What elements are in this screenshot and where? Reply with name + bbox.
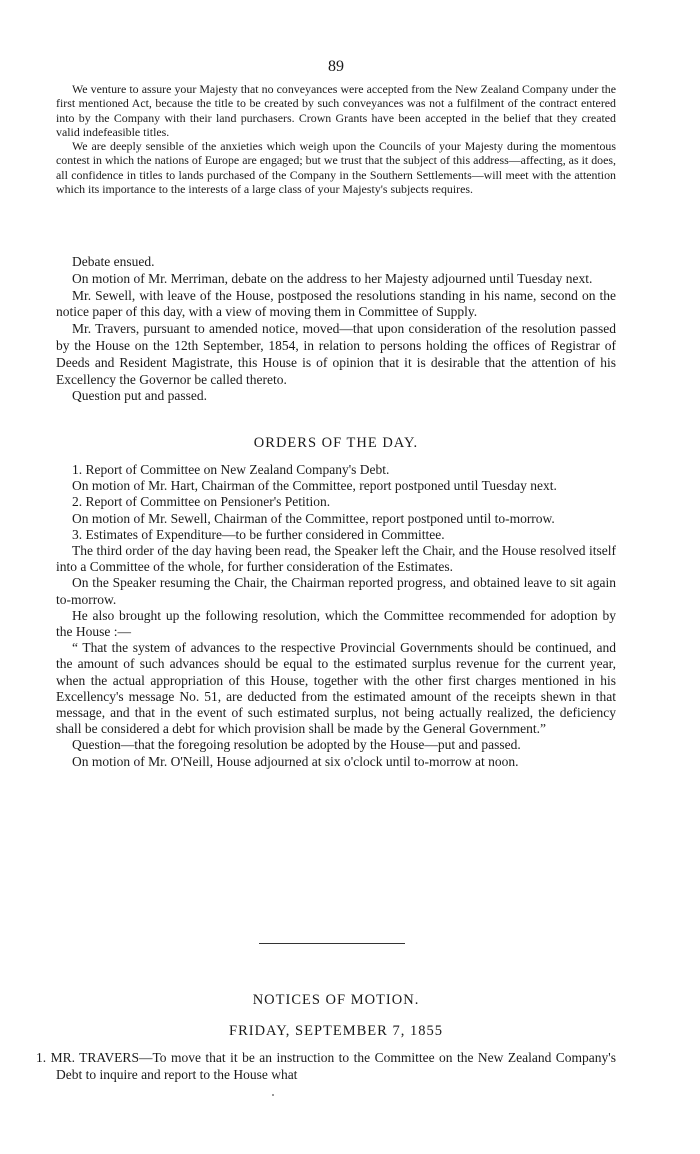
paragraph: Mr. Travers, pursuant to amended notice, moved—that upon consideration of the resolution passed by the House on the 12th September, 1854, in relation to persons holding the offices of Registrar of Deeds and Resident Magistrate, this House is of opinion that it is desirable that the attention of his Excellency the Governor be called thereto.: [56, 321, 616, 387]
paragraph: “ That the system of advances to the respective Provincial Governments should be continued, and the amount of such advances should be equal to the estimated surplus revenue for the current year, when the actual appropriation of this House, together with the other first charges mentioned in his Excellency's message No. 51, are deducted from the estimated amount of the receipts shewn in that message, and that in the event of such estimated surplus, not being actually realized, the deficiency shall be considered a debt for which provision shall be made by the General Government.”: [56, 640, 616, 737]
notices-of-motion-heading: NOTICES OF MOTION.: [252, 992, 420, 1008]
notices-date: FRIDAY, SEPTEMBER 7, 1855: [229, 1023, 443, 1039]
paragraph: On the Speaker resuming the Chair, the Chairman reported progress, and obtained leave to sit again to-morrow.: [56, 575, 616, 607]
address-text: [56, 82, 616, 196]
paragraph: Question—that the foregoing resolution be adopted by the House—put and passed.: [72, 737, 521, 753]
paragraph: On motion of Mr. Merriman, debate on the address to her Majesty adjourned until Tuesday next.: [72, 270, 593, 286]
orders-text: [56, 462, 616, 770]
paragraph: 1. Report of Committee on New Zealand Company's Debt.: [72, 462, 390, 477]
orders-of-the-day-heading: ORDERS OF THE DAY.: [253, 435, 419, 451]
paragraph: Question put and passed.: [72, 388, 207, 404]
paragraph: We are deeply sensible of the anxieties which weigh upon the Councils of your Majesty during the momentous contest in which the nations of Europe are engaged; but we trust that the subject of this address—affecting, as it does, all confidence in titles to lands purchased of the Company in the Southern Settlements—will meet with the attention which its importance to the interests of a large class of your Majesty's subjects requires.: [56, 139, 616, 197]
document-page: [36, 0, 616, 1154]
proceedings-text: [56, 254, 616, 405]
ink-dot: [272, 1094, 274, 1096]
paragraph: We venture to assure your Majesty that no conveyances were accepted from the New Zealand Company under the first mentioned Act, because the title to be created by such conveyances was not a fulfilment of the contract entered into by the Company with their land purchasers. Crown Grants have been accepted in the belief that they created valid indefeasible titles.: [56, 82, 616, 139]
page-number: 89: [328, 58, 344, 75]
paragraph: 2. Report of Committee on Pensioner's Petition.: [72, 494, 331, 510]
section-divider: [259, 943, 405, 944]
paragraph: On motion of Mr. Sewell, Chairman of the Committee, report postponed until to-morrow.: [72, 510, 555, 526]
paragraph: 3. Estimates of Expenditure—to be further considered in Committee.: [72, 526, 445, 542]
paragraph: He also brought up the following resolution, which the Committee recommended for adoption by the House :—: [56, 607, 616, 640]
notice-item: 1. MR. TRAVERS—To move that it be an instruction to the Committee on the New Zealand Company's Debt to inquire and report to the House what: [36, 1050, 616, 1082]
paragraph: Debate ensued.: [72, 254, 155, 269]
paragraph: On motion of Mr. Hart, Chairman of the Committee, report postponed until Tuesday next.: [72, 478, 557, 494]
paragraph: The third order of the day having been read, the Speaker left the Chair, and the House resolved itself into a Committee of the whole, for further consideration of the Estimates.: [56, 543, 616, 575]
paragraph: Mr. Sewell, with leave of the House, postposed the resolutions standing in his name, second on the notice paper of this day, with a view of moving them in Committee of Supply.: [56, 287, 616, 320]
paragraph: On motion of Mr. O'Neill, House adjourned at six o'clock until to-morrow at noon.: [72, 753, 519, 769]
notices-text: [36, 1050, 616, 1084]
